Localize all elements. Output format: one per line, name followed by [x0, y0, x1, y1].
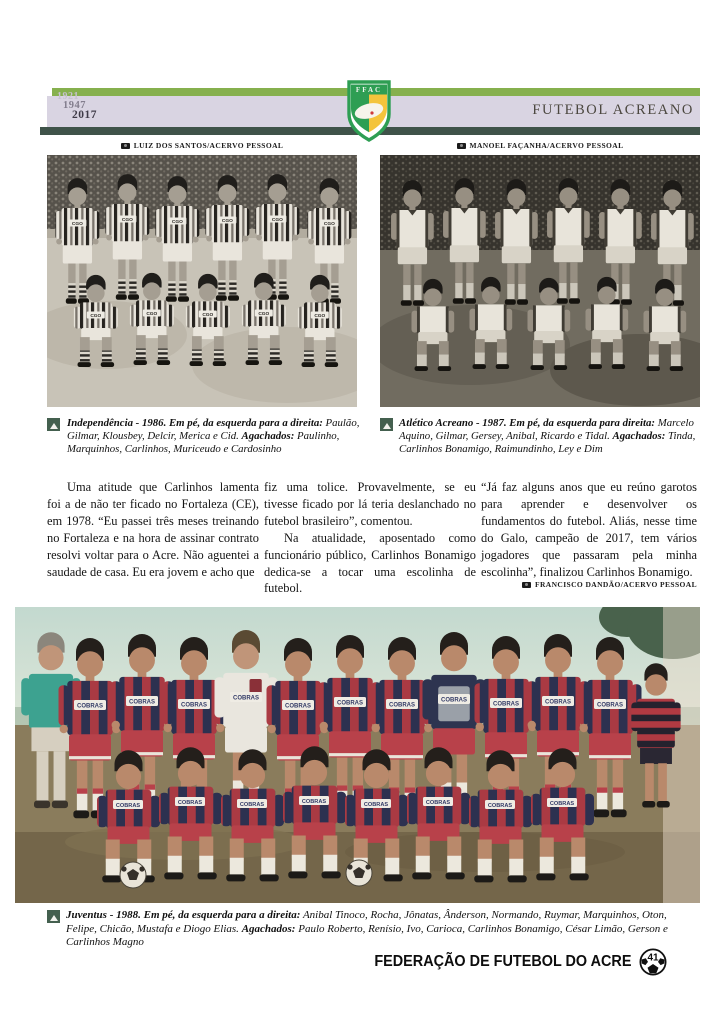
- photo-credit-left: [47, 141, 357, 150]
- svg-text:CGO: CGO: [323, 221, 335, 227]
- svg-text:COBRAS: COBRAS: [440, 697, 468, 704]
- photo-marker-icon: [380, 418, 393, 431]
- photo-credit-right: [380, 141, 700, 150]
- federation-name: FEDERAÇÃO DE FUTEBOL DO ACRE: [373, 953, 631, 970]
- caption-lead: Independência - 1986. Em pé, da esquerda para a direita:: [67, 417, 323, 429]
- svg-text:COBRAS: COBRAS: [239, 802, 265, 808]
- svg-text:COBRAS: COBRAS: [425, 800, 451, 806]
- svg-text:COBRAS: COBRAS: [492, 701, 520, 708]
- article-paragraph: “Já faz alguns anos que eu reúno garotos para aprender e desenvolver os fundamentos do futebol. Aliás, nesse time do Galo, campeão de 2017, tem vários jogadores que passaram pela minha escolinha”, finalizou Carlinhos Bonamigo.: [481, 480, 697, 579]
- camera-icon: [522, 582, 531, 588]
- svg-text:CGO: CGO: [271, 217, 283, 223]
- team-photo-juventus-1988: [15, 607, 700, 903]
- header-year-2017: 2017: [72, 109, 97, 121]
- caption-crouching-label: Agachados:: [612, 430, 666, 443]
- svg-text:CGO: CGO: [146, 311, 158, 317]
- svg-text:CGO: CGO: [202, 312, 214, 318]
- camera-icon: [457, 143, 466, 149]
- svg-text:COBRAS: COBRAS: [487, 803, 513, 809]
- article-paragraph: Uma atitude que Carlinhos lamenta foi a de não ter ficado no Fortaleza (CE), em 1978. “Eu passei três meses treinando no Fortaleza e na hora de assinar contrato resolvi voltar para o Acre. Não aguentei a saudade de casa. Eu era jovem e acho que: [47, 480, 259, 579]
- caption-standing-names: Marcelo Aquino, Gilmar, Gersey, Anibal, Ricardo e Tidal.: [399, 417, 694, 443]
- svg-text:COBRAS: COBRAS: [284, 703, 312, 710]
- svg-text:COBRAS: COBRAS: [177, 800, 203, 806]
- svg-text:CGO: CGO: [258, 311, 270, 317]
- svg-text:CGO: CGO: [71, 221, 83, 227]
- svg-text:COBRAS: COBRAS: [128, 699, 156, 706]
- photo-marker-icon: [47, 418, 60, 431]
- caption-crouching-names: Paulinho, Marquinhos, Carlinhos, Muriceudo e Cardosinho: [67, 430, 340, 456]
- svg-text:CGO: CGO: [90, 313, 102, 319]
- svg-text:COBRAS: COBRAS: [301, 799, 327, 805]
- svg-text:CGO: CGO: [221, 218, 233, 224]
- article-paragraph: Na atualidade, aposentado como funcionário público, Carlinhos Bonamigo dedica-se a tocar uma escolinha de futebol.: [264, 530, 476, 596]
- header-year-1921: 1921: [57, 91, 79, 102]
- svg-text:COBRAS: COBRAS: [363, 802, 389, 808]
- caption-standing-names: Anibal Tinoco, Rocha, Jônatas, Ânderson, Normando, Ruymar, Marquinhos, Oton, Felipe, Chicão, Mustafa e Diogo Elias.: [66, 909, 667, 935]
- svg-text:CGO: CGO: [121, 217, 133, 223]
- page-footer: [355, 947, 668, 977]
- svg-text:CGO: CGO: [171, 219, 183, 225]
- svg-text:COBRAS: COBRAS: [115, 803, 141, 809]
- svg-text:COBRAS: COBRAS: [76, 703, 104, 710]
- caption-crouching-names: Paulo Roberto, Renísio, Ivo, Carioca, Carlinhos Bonamigo, César Limão, Gerson e Carlinhos Magno: [66, 922, 668, 949]
- article-paragraph: fiz uma tolice. Provavelmente, se eu tivesse ficado por lá teria deslanchado no futebol brasileiro”, comentou.: [264, 480, 476, 528]
- article-column-3: [481, 479, 697, 580]
- header-year-1947: 1947: [63, 100, 86, 111]
- page-number-ball-icon: [638, 947, 668, 977]
- caption-atletico-acreano: [380, 417, 702, 457]
- svg-text:COBRAS: COBRAS: [388, 702, 416, 709]
- caption-lead: Juventus - 1988. Em pé, da esquerda para a direita:: [66, 909, 301, 921]
- caption-crouching-label: Agachados:: [241, 922, 296, 935]
- svg-text:COBRAS: COBRAS: [544, 699, 572, 706]
- photo-credit-bottom: [430, 580, 697, 589]
- svg-text:COBRAS: COBRAS: [232, 695, 260, 702]
- caption-juventus: [47, 909, 695, 950]
- caption-crouching-names: Tinda, Carlinhos Bonamigo, Raimundinho, Ley e Dim: [399, 430, 696, 456]
- credit-text: MANOEL FAÇANHA/ACERVO PESSOAL: [469, 141, 624, 150]
- ffac-acronym: FFAC: [355, 86, 383, 95]
- caption-independencia: [47, 417, 361, 457]
- credit-text: LUIZ DOS SANTOS/ACERVO PESSOAL: [133, 141, 284, 150]
- page-header-title: FUTEBOL ACREANO: [532, 102, 694, 118]
- soccer-ball: [346, 860, 372, 886]
- caption-standing-names: Paulão, Gilmar, Klousbey, Delcir, Merica e Cid.: [67, 417, 360, 443]
- svg-text:COBRAS: COBRAS: [336, 700, 364, 707]
- credit-text: FRANCISCO DANDÃO/ACERVO PESSOAL: [534, 580, 697, 589]
- soccer-ball: [120, 862, 146, 888]
- svg-text:CGO: CGO: [314, 313, 326, 319]
- caption-lead: Atlético Acreano - 1987. Em pé, da esquerda para direita:: [399, 417, 656, 429]
- camera-icon: [121, 143, 130, 149]
- photo-marker-icon: [47, 910, 60, 923]
- svg-text:COBRAS: COBRAS: [180, 702, 208, 709]
- page-number: 41: [647, 952, 659, 964]
- svg-text:COBRAS: COBRAS: [596, 702, 624, 709]
- svg-text:COBRAS: COBRAS: [549, 801, 575, 807]
- team-photo-independencia-1986: [47, 155, 357, 407]
- ffac-shield-logo: [346, 80, 392, 142]
- team-photo-atletico-acreano-1987: [380, 155, 700, 407]
- caption-crouching-label: Agachados:: [241, 430, 295, 443]
- article-column-1: [47, 479, 259, 580]
